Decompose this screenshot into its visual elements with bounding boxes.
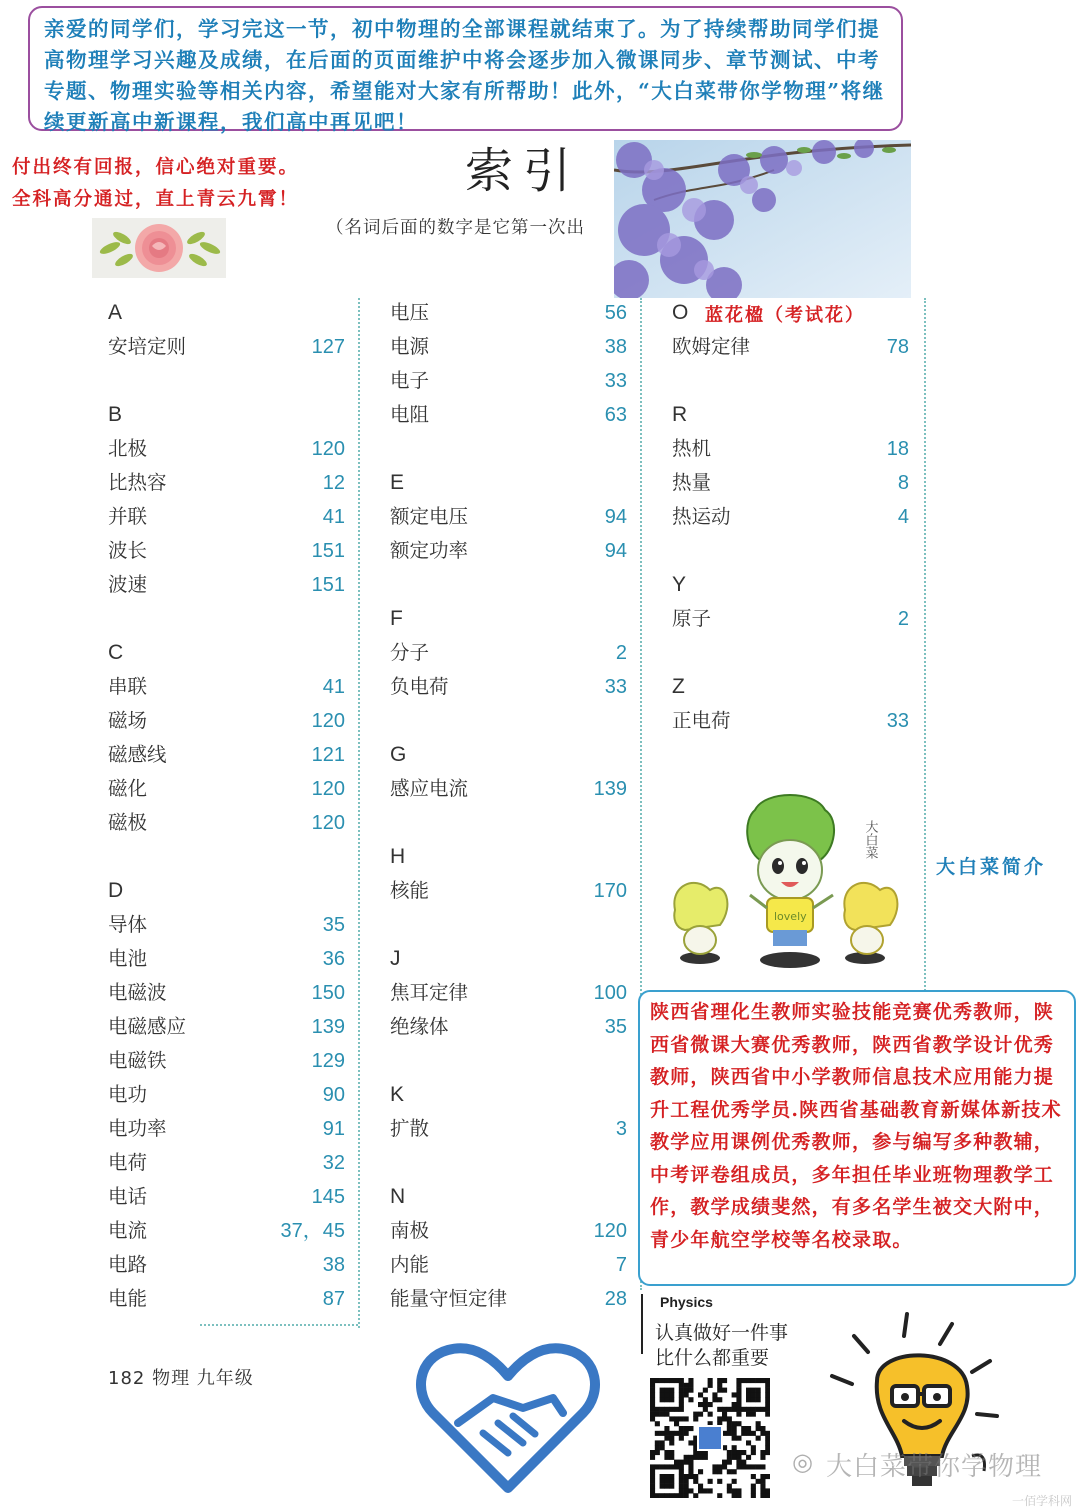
index-term: 原子	[672, 607, 712, 630]
index-page-number: 150	[311, 982, 345, 1004]
index-page-number: 121	[311, 744, 345, 766]
index-page-number: 8	[897, 472, 909, 494]
index-page-number: 120	[593, 1220, 627, 1242]
index-page-number: 63	[604, 404, 627, 426]
index-entry	[390, 1214, 627, 1248]
index-term: 电压	[390, 301, 430, 324]
index-entry	[108, 1078, 345, 1112]
index-term: 波速	[108, 573, 148, 596]
index-entry	[672, 500, 909, 534]
index-term: 电阻	[390, 403, 430, 426]
index-term: 导体	[108, 913, 148, 936]
index-letter-heading	[390, 1180, 627, 1214]
index-page-number: 36	[322, 948, 345, 970]
motto	[12, 152, 299, 216]
jacaranda-photo	[614, 140, 911, 298]
index-page-number: 120	[311, 438, 345, 460]
index-entry	[108, 1282, 345, 1316]
index-spacer	[672, 636, 909, 670]
index-entry	[108, 500, 345, 534]
bottom-rule	[200, 1324, 358, 1326]
mascot-shirt-text: lovely	[774, 910, 807, 923]
flower-label: 蓝花楹（考试花）	[705, 305, 865, 326]
index-letter-heading	[390, 602, 627, 636]
index-entry	[108, 1248, 345, 1282]
index-term: 热机	[672, 437, 712, 460]
index-term: 正电荷	[672, 709, 731, 732]
index-letter: D	[108, 879, 124, 902]
index-page-number: 12	[322, 472, 345, 494]
index-page-number: 100	[593, 982, 627, 1004]
index-entry	[108, 1044, 345, 1078]
index-entry	[390, 296, 627, 330]
index-entry	[390, 1282, 627, 1316]
index-page-number: 18	[886, 438, 909, 460]
index-letter: G	[390, 743, 407, 766]
index-entry	[108, 772, 345, 806]
motto-line-1: 付出终有回报，信心绝对重要。	[12, 157, 300, 178]
index-page-number: 120	[311, 812, 345, 834]
index-letter: E	[390, 471, 405, 494]
index-entry	[108, 466, 345, 500]
index-entry	[390, 772, 627, 806]
index-term: 热量	[672, 471, 712, 494]
mascot-sign: 大白菜	[862, 820, 878, 859]
index-term: 电功率	[108, 1117, 167, 1140]
index-letter-heading	[390, 1078, 627, 1112]
index-note: （名词后面的数字是它第一次出	[326, 218, 585, 238]
intro-message: 亲爱的同学们，学习完这一节，初中物理的全部课程就结束了。为了持续帮助同学们提高物理学习兴趣及成绩，在后面的页面维护中将会逐步加入微课同步、章节测试、中考专题、物理实验等相关内容，希望能对大家有所帮助！此外，“大白菜带你学物理”将继续更新高中新课程，我们高中再见吧！	[28, 6, 903, 131]
index-letter-heading	[672, 670, 909, 704]
index-entry	[390, 398, 627, 432]
index-term: 电源	[390, 335, 430, 358]
index-term: 串联	[108, 675, 148, 698]
index-letter: R	[672, 403, 688, 426]
index-entry	[390, 874, 627, 908]
index-entry	[108, 976, 345, 1010]
index-page-number: 129	[311, 1050, 345, 1072]
index-term: 电荷	[108, 1151, 148, 1174]
index-page-number: 91	[322, 1118, 345, 1140]
index-spacer	[108, 840, 345, 874]
index-page-number: 56	[604, 302, 627, 324]
index-page-number: 94	[604, 540, 627, 562]
promo-line-1: 认真做好一件事	[655, 1322, 789, 1344]
index-entry	[390, 1112, 627, 1146]
index-letter: H	[390, 845, 406, 868]
index-entry	[390, 330, 627, 364]
index-entry	[390, 534, 627, 568]
index-entry	[108, 1146, 345, 1180]
index-term: 北极	[108, 437, 148, 460]
index-term: 电子	[390, 369, 430, 392]
index-page-number: 33	[886, 710, 909, 732]
index-letter: F	[390, 607, 403, 630]
index-page-number: 120	[311, 778, 345, 800]
qr-avatar	[698, 1426, 722, 1450]
index-page-number: 37，45	[280, 1220, 345, 1242]
index-page-number: 145	[311, 1186, 345, 1208]
index-page-number: 78	[886, 336, 909, 358]
index-term: 磁场	[108, 709, 148, 732]
index-entry	[672, 704, 909, 738]
qr-code[interactable]	[650, 1378, 770, 1498]
index-letter-heading	[390, 942, 627, 976]
index-term: 电磁铁	[108, 1049, 167, 1072]
index-term: 磁感线	[108, 743, 167, 766]
index-spacer	[390, 432, 627, 466]
promo-divider	[641, 1294, 643, 1354]
promo-line-2: 比什么都重要	[655, 1347, 770, 1369]
index-term: 额定电压	[390, 505, 469, 528]
index-term: 电磁波	[108, 981, 167, 1004]
index-page-number: 3	[615, 1118, 627, 1140]
index-letter-heading	[108, 296, 345, 330]
index-term: 额定功率	[390, 539, 469, 562]
cabbage-intro-label: 大白菜简介	[936, 856, 1047, 878]
index-spacer	[390, 704, 627, 738]
promo-brand: Physics	[660, 1294, 713, 1310]
index-page-number: 35	[604, 1016, 627, 1038]
index-page-number: 127	[311, 336, 345, 358]
index-page-number: 41	[322, 506, 345, 528]
index-term: 热运动	[672, 505, 731, 528]
index-page-number: 41	[322, 676, 345, 698]
index-term: 安培定则	[108, 335, 187, 358]
index-entry	[390, 364, 627, 398]
index-spacer	[672, 534, 909, 568]
index-letter: J	[390, 947, 401, 970]
index-letter: N	[390, 1185, 406, 1208]
index-page-number: 87	[322, 1288, 345, 1310]
cabbage-mascot	[655, 790, 915, 975]
watermark: 大白菜带你学物理	[826, 1452, 1043, 1482]
index-spacer	[390, 1044, 627, 1078]
index-term: 能量守恒定律	[390, 1287, 508, 1310]
index-term: 内能	[390, 1253, 430, 1276]
index-page-number: 33	[604, 676, 627, 698]
index-term: 扩散	[390, 1117, 430, 1140]
index-entry	[672, 330, 909, 364]
index-entry	[672, 466, 909, 500]
index-page-number: 151	[311, 574, 345, 596]
index-term: 磁极	[108, 811, 148, 834]
index-term: 并联	[108, 505, 148, 528]
motto-line-2: 全科高分通过，直上青云九霄！	[12, 189, 300, 210]
index-letter-heading	[390, 738, 627, 772]
index-letter: K	[390, 1083, 405, 1106]
wechat-icon: ◎	[792, 1448, 813, 1476]
index-letter-heading	[672, 568, 909, 602]
index-entry	[108, 670, 345, 704]
index-spacer	[390, 806, 627, 840]
index-page-number: 139	[593, 778, 627, 800]
index-page-number: 120	[311, 710, 345, 732]
index-letter-heading	[108, 636, 345, 670]
index-term: 欧姆定律	[672, 335, 751, 358]
index-entry	[390, 1010, 627, 1044]
index-page-number: 33	[604, 370, 627, 392]
corner-watermark: 一佰学科网	[1012, 1494, 1073, 1508]
index-page-number: 7	[615, 1254, 627, 1276]
index-entry	[390, 636, 627, 670]
index-entry	[390, 1248, 627, 1282]
index-term: 分子	[390, 641, 430, 664]
index-letter: O	[672, 301, 689, 324]
index-letter-heading	[108, 398, 345, 432]
index-letter-heading	[108, 874, 345, 908]
index-entry	[108, 1010, 345, 1044]
handshake-heart-icon	[413, 1338, 603, 1498]
index-entry	[390, 500, 627, 534]
index-page-number: 38	[322, 1254, 345, 1276]
index-letter: Z	[672, 675, 685, 698]
index-spacer	[108, 602, 345, 636]
index-page-number: 170	[593, 880, 627, 902]
index-spacer	[108, 364, 345, 398]
index-page-number: 28	[604, 1288, 627, 1310]
index-term: 电磁感应	[108, 1015, 187, 1038]
index-term: 波长	[108, 539, 148, 562]
index-entry	[108, 738, 345, 772]
teacher-bio: 陕西省理化生教师实验技能竞赛优秀教师，陕西省微课大赛优秀教师，陕西省教学设计优秀教师，陕西省中小学教师信息技术应用能力提升工程优秀学员.陕西省基础教育新媒体新技术教学应用课例优秀教师，参与编写多种教辅，中考评卷组成员，多年担任毕业班物理教学工作，教学成绩斐然，有多名学生被交大附中，青少年航空学校等名校录取。	[638, 990, 1076, 1286]
index-page-number: 2	[615, 642, 627, 664]
index-column-3	[672, 296, 909, 738]
index-entry	[672, 432, 909, 466]
index-term: 感应电流	[390, 777, 469, 800]
index-term: 电路	[108, 1253, 148, 1276]
index-letter: Y	[672, 573, 687, 596]
index-title: 索引	[465, 143, 582, 199]
index-term: 负电荷	[390, 675, 449, 698]
index-spacer	[390, 908, 627, 942]
index-entry	[672, 602, 909, 636]
index-page-number: 35	[322, 914, 345, 936]
index-column-1	[108, 296, 345, 1316]
index-letter-heading	[672, 398, 909, 432]
index-term: 比热容	[108, 471, 167, 494]
index-entry	[108, 908, 345, 942]
index-spacer	[390, 568, 627, 602]
index-page-number: 90	[322, 1084, 345, 1106]
page-footer: 182 物理 九年级	[108, 1368, 254, 1389]
index-spacer	[390, 1146, 627, 1180]
column-divider-3	[924, 298, 926, 1058]
index-letter: C	[108, 641, 124, 664]
index-entry	[108, 432, 345, 466]
index-letter: A	[108, 301, 123, 324]
index-entry	[108, 1180, 345, 1214]
index-entry	[108, 1112, 345, 1146]
index-term: 电流	[108, 1219, 148, 1242]
index-letter-heading	[390, 840, 627, 874]
index-page-number: 4	[897, 506, 909, 528]
index-term: 磁化	[108, 777, 148, 800]
index-letter-heading	[390, 466, 627, 500]
index-entry	[108, 330, 345, 364]
index-term: 核能	[390, 879, 430, 902]
index-column-2	[390, 296, 627, 1316]
index-term: 电功	[108, 1083, 148, 1106]
index-entry	[108, 1214, 345, 1248]
index-page-number: 151	[311, 540, 345, 562]
column-divider-1	[358, 298, 360, 1328]
index-term: 南极	[390, 1219, 430, 1242]
rose-image	[92, 218, 226, 278]
index-entry	[108, 806, 345, 840]
index-entry	[390, 670, 627, 704]
index-term: 绝缘体	[390, 1015, 449, 1038]
index-page-number: 94	[604, 506, 627, 528]
index-entry	[390, 976, 627, 1010]
index-entry	[108, 534, 345, 568]
index-page-number: 139	[311, 1016, 345, 1038]
index-page-number: 2	[897, 608, 909, 630]
index-term: 电池	[108, 947, 148, 970]
index-page-number: 32	[322, 1152, 345, 1174]
index-entry	[108, 704, 345, 738]
index-spacer	[672, 364, 909, 398]
index-term: 电话	[108, 1185, 148, 1208]
index-letter: B	[108, 403, 123, 426]
index-entry	[108, 942, 345, 976]
index-entry	[108, 568, 345, 602]
index-page-number: 38	[604, 336, 627, 358]
index-term: 焦耳定律	[390, 981, 469, 1004]
index-term: 电能	[108, 1287, 148, 1310]
